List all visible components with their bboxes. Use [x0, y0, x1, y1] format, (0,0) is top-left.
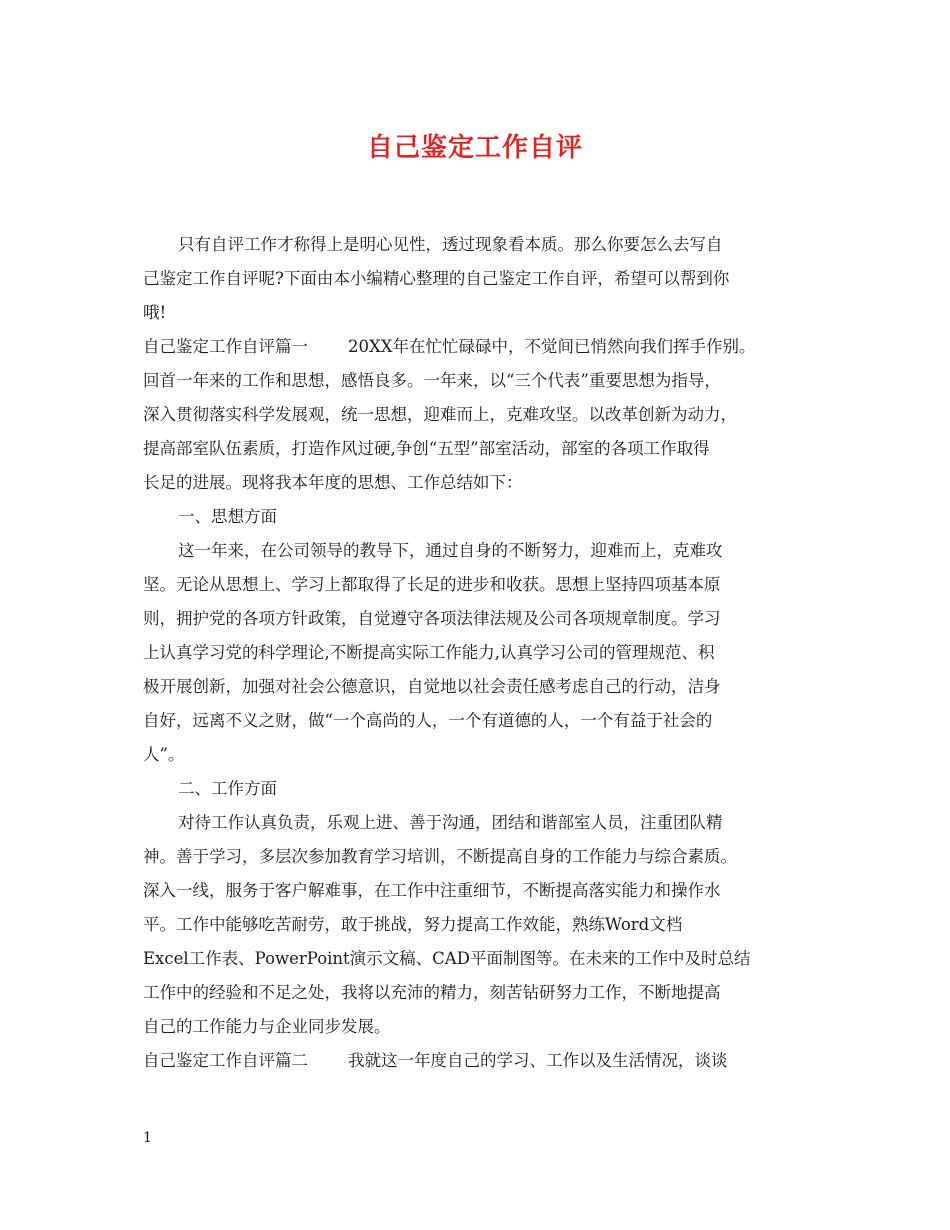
text-line	[143, 738, 823, 772]
text-line	[143, 296, 823, 330]
text-line-content: 二、工作方面	[178, 779, 277, 798]
text-line-content: 一、思想方面	[178, 507, 277, 526]
text-line	[143, 840, 823, 874]
text-line-content: 回首一年来的工作和思想，感悟良多。一年来，以“三个代表”重要思想为指导，	[143, 371, 721, 390]
text-line	[143, 364, 823, 398]
text-line-content: 己鉴定工作自评呢?下面由本小编精心整理的自己鉴定工作自评，希望可以帮到你	[143, 269, 730, 288]
text-line	[143, 568, 823, 602]
text-line	[143, 1010, 823, 1044]
text-line-content: 上认真学习党的科学理论,不断提高实际工作能力,认真学习公司的管理规范、积	[143, 643, 715, 662]
page-number: 1	[143, 1130, 152, 1146]
text-line	[143, 806, 823, 840]
text-line	[143, 704, 823, 738]
document-title: 自己鉴定工作自评	[366, 133, 583, 163]
text-line	[143, 228, 823, 262]
text-line	[143, 942, 823, 976]
text-line-content: 长足的进展。现将我本年度的思想、工作总结如下：	[143, 473, 523, 492]
text-line	[143, 262, 823, 296]
text-line-content: 平。工作中能够吃苦耐劳，敢于挑战，努力提高工作效能，熟练Word文档	[143, 915, 683, 934]
text-line-content: 提高部室队伍素质，打造作风过硬,争创“五型”部室活动，部室的各项工作取得	[143, 439, 710, 458]
text-line	[143, 330, 823, 364]
text-line-content: 神。善于学习，多层次参加教育学习培训，不断提高自身的工作能力与综合素质。	[143, 847, 737, 866]
text-line-content: 人”。	[143, 745, 185, 764]
text-line	[143, 976, 823, 1010]
text-line-content: 极开展创新，加强对社会公德意识，自觉地以社会责任感考虑自己的行动，洁身	[143, 677, 721, 696]
text-line-content: Excel工作表、PowerPoint演示文稿、CAD平面制图等。在未来的工作中及时总结	[143, 949, 751, 968]
text-line-content: 自己鉴定工作自评篇一	[143, 337, 308, 356]
text-line-content: 深入贯彻落实科学发展观，统一思想，迎难而上，克难攻坚。以改革创新为动力，	[143, 405, 737, 424]
text-line	[143, 1044, 823, 1078]
text-line-content: 哦!	[143, 303, 167, 322]
text-line-content: 只有自评工作才称得上是明心见性，透过现象看本质。那么你要怎么去写自	[178, 235, 723, 254]
text-line	[143, 670, 823, 704]
text-line-content: 坚。无论从思想上、学习上都取得了长足的进步和收获。思想上坚持四项基本原	[143, 575, 721, 594]
text-line	[143, 772, 823, 806]
text-line-content: 工作中的经验和不足之处，我将以充沛的精力，刻苦钻研努力工作，不断地提高	[143, 983, 721, 1002]
text-line-content: 则，拥护党的各项方针政策，自觉遵守各项法律法规及公司各项规章制度。学习	[143, 609, 721, 628]
text-line	[143, 908, 823, 942]
text-line-content: 这一年来，在公司领导的教导下，通过自身的不断努力，迎难而上，克难攻	[178, 541, 723, 560]
text-line-continuation: 我就这一年度自己的学习、工作以及生活情况，谈谈	[348, 1051, 728, 1070]
text-line-continuation: 20XX年在忙忙碌碌中，不觉间已悄然向我们挥手作别。	[348, 337, 756, 356]
document-body	[143, 228, 823, 1078]
text-line-content: 对待工作认真负责，乐观上进、善于沟通，团结和谐部室人员，注重团队精	[178, 813, 723, 832]
text-line	[143, 500, 823, 534]
text-line	[143, 874, 823, 908]
text-line	[143, 398, 823, 432]
text-line	[143, 636, 823, 670]
text-line	[143, 602, 823, 636]
text-line-content: 深入一线，服务于客户解难事，在工作中注重细节，不断提高落实能力和操作水	[143, 881, 721, 900]
text-line-content: 自己的工作能力与企业同步发展。	[143, 1017, 391, 1036]
text-line-content: 自己鉴定工作自评篇二	[143, 1051, 308, 1070]
text-line	[143, 432, 823, 466]
text-line	[143, 466, 823, 500]
text-line-content: 自好，远离不义之财，做“一个高尚的人，一个有道德的人，一个有益于社会的	[143, 711, 713, 730]
text-line	[143, 534, 823, 568]
